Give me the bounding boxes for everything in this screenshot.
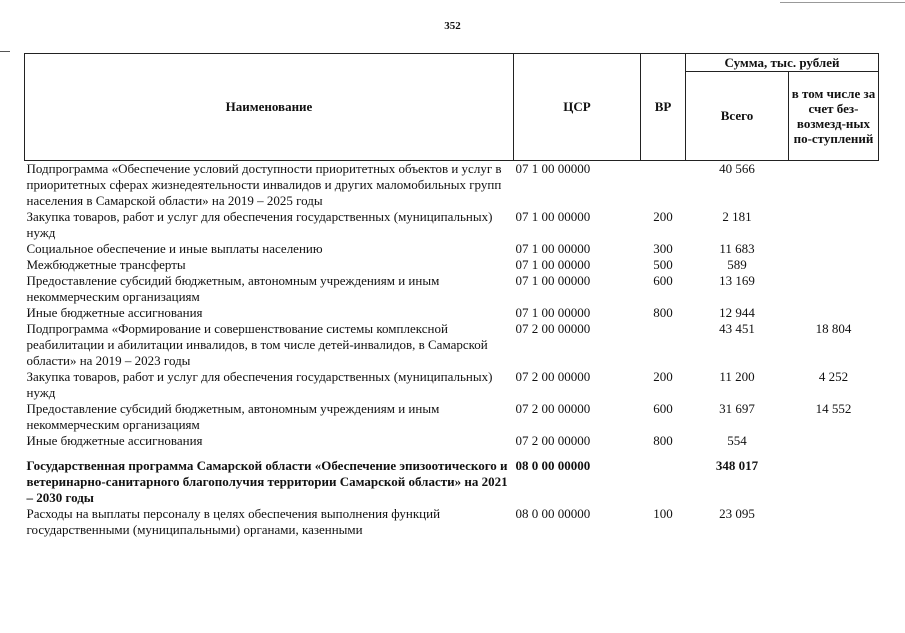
- table-row: [25, 161, 879, 210]
- header-sum-group: Сумма, тыс. рублей: [686, 54, 879, 72]
- header-total: Всего: [686, 72, 789, 161]
- table-header: [25, 54, 879, 161]
- row-total: 31 697: [719, 401, 755, 416]
- row-name: Иные бюджетные ассигнования: [26, 433, 203, 448]
- row-name: Подпрограмма «Обеспечение условий доступности приоритетных объектов и услуг в приоритетных сферах жизнедеятельности инвалидов и других маломобильных групп населения в Самарской области» на 2019 – 2025 годы: [26, 161, 502, 208]
- row-total: 11 200: [719, 369, 755, 384]
- header-vr: ВР: [641, 54, 686, 161]
- row-free-receipts: [789, 305, 879, 321]
- row-csr: 07 2 00 00000: [515, 369, 591, 384]
- row-csr: 07 1 00 00000: [515, 161, 591, 176]
- scan-edge-line: [0, 51, 10, 52]
- table-row: [25, 273, 879, 305]
- row-csr: 07 2 00 00000: [515, 321, 591, 336]
- row-total: 23 095: [719, 506, 755, 521]
- page-number: 352: [444, 20, 461, 32]
- row-csr: 07 1 00 00000: [515, 241, 591, 256]
- row-vr: 200: [653, 209, 673, 224]
- row-vr: [641, 449, 686, 506]
- table-row: [25, 449, 879, 506]
- row-free-receipts: [789, 433, 879, 449]
- row-vr: 500: [653, 257, 673, 272]
- row-vr: [641, 161, 686, 210]
- row-vr: 800: [653, 305, 673, 320]
- row-free-receipts: [789, 257, 879, 273]
- table-row: [25, 305, 879, 321]
- row-csr: 07 1 00 00000: [515, 273, 591, 288]
- row-free-receipts: 18 804: [815, 321, 852, 336]
- row-free-receipts: 14 552: [815, 401, 852, 416]
- table-row: [25, 209, 879, 241]
- table-row: [25, 401, 879, 433]
- row-name: Предоставление субсидий бюджетным, автономным учреждениям и иным некоммерческим организациям: [26, 401, 440, 432]
- row-total: 11 683: [719, 241, 755, 256]
- row-vr: 600: [653, 273, 673, 288]
- row-name: Предоставление субсидий бюджетным, автономным учреждениям и иным некоммерческим организациям: [26, 273, 440, 304]
- table-row: [25, 369, 879, 401]
- row-name: Закупка товаров, работ и услуг для обеспечения государственных (муниципальных) нужд: [26, 369, 493, 400]
- row-vr: 600: [653, 401, 673, 416]
- row-name: Межбюджетные трансферты: [26, 257, 186, 272]
- row-free-receipts: [789, 506, 879, 538]
- row-free-receipts: [789, 161, 879, 210]
- scan-edge-line: [780, 2, 905, 3]
- table-row: [25, 257, 879, 273]
- table-row: [25, 321, 879, 369]
- row-free-receipts: [789, 449, 879, 506]
- row-total: 2 181: [722, 209, 752, 224]
- table-row: [25, 433, 879, 449]
- header-name: Наименование: [25, 54, 514, 161]
- row-name: Социальное обеспечение и иные выплаты населению: [26, 241, 323, 256]
- row-total: 40 566: [719, 161, 755, 176]
- row-total: 589: [727, 257, 747, 272]
- row-free-receipts: [789, 209, 879, 241]
- row-free-receipts: 4 252: [818, 369, 849, 384]
- row-name: Расходы на выплаты персоналу в целях обеспечения выполнения функций государственными (муниципальными) органами, казенными: [26, 506, 441, 537]
- row-csr: 07 2 00 00000: [515, 401, 591, 416]
- row-name: Подпрограмма «Формирование и совершенствование системы комплексной реабилитации и абилитации инвалидов, в том числе детей-инвалидов, в Самарской области» на 2019 – 2023 годы: [26, 321, 488, 368]
- row-total: 554: [727, 433, 747, 448]
- row-vr: [641, 321, 686, 369]
- row-csr: 07 1 00 00000: [515, 209, 591, 224]
- row-name: Государственная программа Самарской области «Обеспечение эпизоотического и ветеринарно-санитарного благополучия территории Самарской области» на 2021 – 2030 годы: [26, 458, 508, 505]
- row-name: Закупка товаров, работ и услуг для обеспечения государственных (муниципальных) нужд: [26, 209, 493, 240]
- budget-table: [24, 53, 879, 538]
- row-total: 13 169: [719, 273, 755, 288]
- row-vr: 200: [653, 369, 673, 384]
- row-total: 43 451: [719, 321, 755, 336]
- row-csr: 08 0 00 00000: [515, 506, 591, 521]
- row-free-receipts: [789, 273, 879, 305]
- table-body: [25, 161, 879, 539]
- row-total: 12 944: [719, 305, 755, 320]
- row-vr: 800: [653, 433, 673, 448]
- row-name: Иные бюджетные ассигнования: [26, 305, 203, 320]
- header-csr: ЦСР: [514, 54, 641, 161]
- table-row: [25, 241, 879, 257]
- row-vr: 300: [653, 241, 673, 256]
- row-csr: 07 1 00 00000: [515, 257, 591, 272]
- row-total: 348 017: [715, 458, 759, 473]
- row-vr: 100: [653, 506, 673, 521]
- table-row: [25, 506, 879, 538]
- header-free-receipts: в том числе за счет без-возмезд-ных по-ступлений: [789, 72, 879, 161]
- row-free-receipts: [789, 241, 879, 257]
- row-csr: 08 0 00 00000: [515, 458, 591, 473]
- row-csr: 07 2 00 00000: [515, 433, 591, 448]
- row-csr: 07 1 00 00000: [515, 305, 591, 320]
